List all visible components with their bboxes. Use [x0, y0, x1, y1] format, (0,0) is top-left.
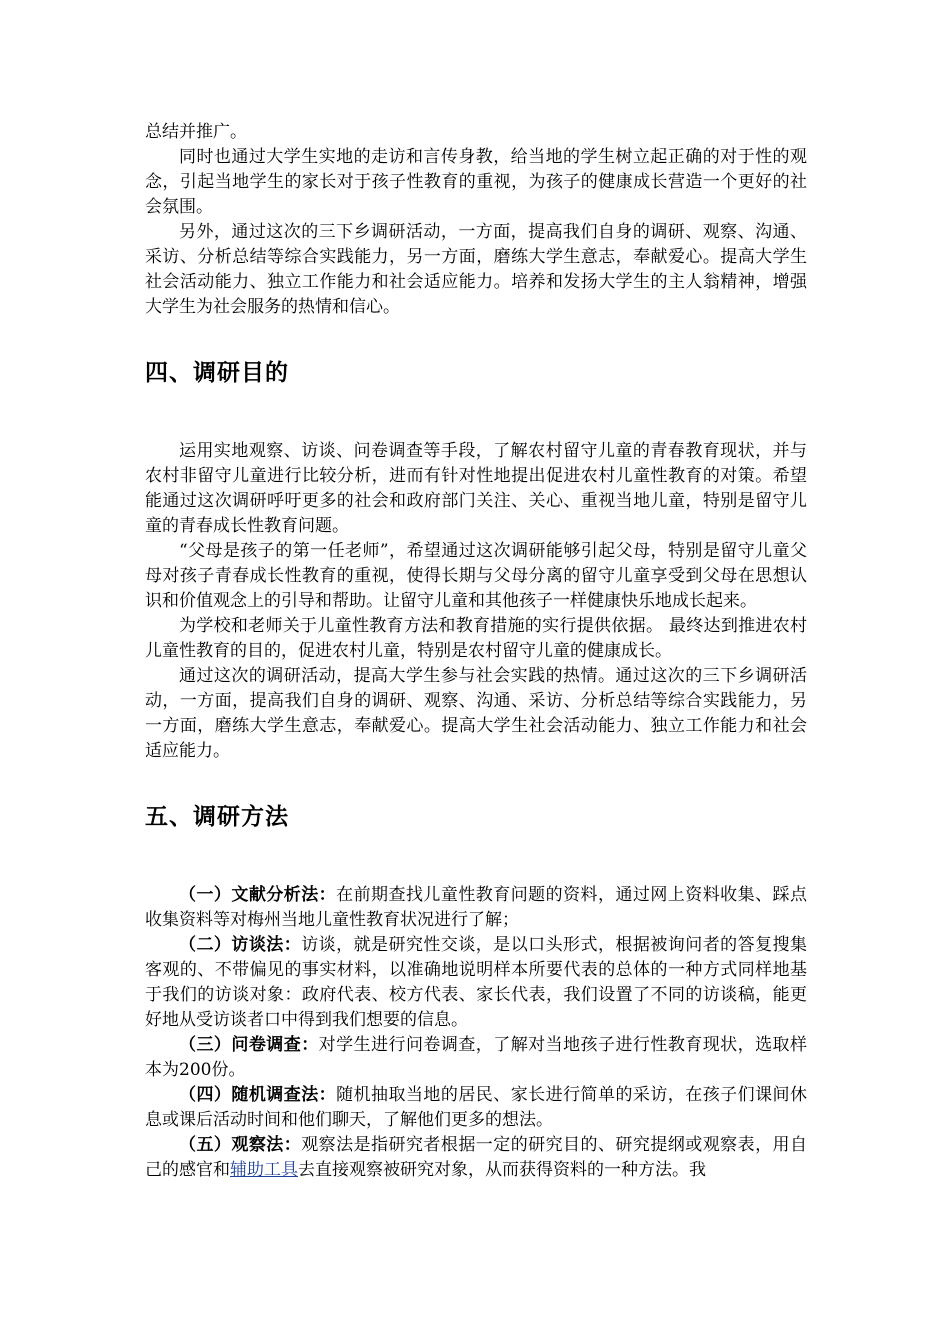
method-random-survey	[145, 1083, 807, 1133]
method-label: （三）问卷调查：	[179, 1035, 319, 1055]
method-questionnaire	[145, 1033, 807, 1083]
heading-research-methods: 五、调研方法	[145, 804, 289, 830]
method-text: 访谈，就是研究性交谈，是以口头形式，根据被询问者的答复搜集客观的、不带偏见的事实材料，以准确地说明样本所要代表的总体的一种方式同样地基于我们的访谈对象：政府代表、校方代表、家长代表，我们设置了不同的访谈稿，能更好地从受访谈者口中得到我们想要的信息。	[145, 935, 808, 1030]
paragraph-practice-ability: 另外，通过这次的三下乡调研活动，一方面，提高我们自身的调研、观察、沟通、采访、分析总结等综合实践能力，另一方面，磨练大学生意志，奉献爱心。提高大学生社会活动能力、独立工作能力和社会适应能力。培养和发扬大学生的主人翁精神，增强大学生为社会服务的热情和信心。	[145, 222, 807, 317]
method-observation	[145, 1133, 807, 1183]
method-text: 随机抽取当地的居民、家长进行简单的采访，在孩子们课间休息或课后活动时间和他们聊天，了解他们更多的想法。	[145, 1085, 808, 1130]
paragraph-purpose-3: 为学校和老师关于儿童性教育方法和教育措施的实行提供依据。 最终达到推进农村儿童性教育的目的，促进农村儿童，特别是农村留守儿童的健康成长。	[145, 616, 807, 661]
method-text: 对学生进行问卷调查，了解对当地孩子进行性教育现状，选取样本为200份。	[145, 1035, 808, 1080]
method-label: （四）随机调查法：	[179, 1085, 337, 1105]
method-label: （五）观察法：	[179, 1135, 302, 1155]
method-text-continued: 去直接观察被研究对象，从而获得资料的一种方法。我	[298, 1160, 706, 1180]
method-text: 在前期查找儿童性教育问题的资料，通过网上资料收集、踩点收集资料等对梅州当地儿童性教育状况进行了解；	[145, 885, 808, 930]
method-label: （二）访谈法：	[179, 935, 302, 955]
paragraph-summary-end: 总结并推广。	[145, 122, 247, 142]
document-page	[145, 120, 807, 1183]
method-text: 观察法是指研究者根据一定的研究目的、研究提纲或观察表，用自己的感官和	[145, 1135, 808, 1180]
method-literature-analysis	[145, 883, 807, 933]
paragraph-purpose-1: 运用实地观察、访谈、问卷调查等手段，了解农村留守儿童的青春教育现状，并与农村非留守儿童进行比较分析，进而有针对性地提出促进农村儿童性教育的对策。希望能通过这次调研呼吁更多的社会和政府部门关注、关心、重视当地儿童，特别是留守儿童的青春成长性教育问题。	[145, 441, 807, 536]
paragraph-purpose-2: “父母是孩子的第一任老师”，希望通过这次调研能够引起父母，特别是留守儿童父母对孩子青春成长性教育的重视，使得长期与父母分离的留守儿童享受到父母在思想认识和价值观念上的引导和帮助。让留守儿童和其他孩子一样健康快乐地成长起来。	[145, 541, 807, 611]
paragraph-purpose-4: 通过这次的调研活动，提高大学生参与社会实践的热情。通过这次的三下乡调研活动，一方面，提高我们自身的调研、观察、沟通、采访、分析总结等综合实践能力，另一方面，磨练大学生意志，奉献爱心。提高大学生社会活动能力、独立工作能力和社会适应能力。	[145, 666, 807, 761]
paragraph-student-visits: 同时也通过大学生实地的走访和言传身教，给当地的学生树立起正确的对于性的观念，引起当地学生的家长对于孩子性教育的重视，为孩子的健康成长营造一个更好的社会氛围。	[145, 147, 807, 217]
method-label: （一）文献分析法：	[179, 885, 337, 905]
method-interview	[145, 933, 807, 1033]
heading-research-purpose: 四、调研目的	[145, 360, 289, 386]
auxiliary-tools-link[interactable]: 辅助工具	[230, 1160, 298, 1180]
